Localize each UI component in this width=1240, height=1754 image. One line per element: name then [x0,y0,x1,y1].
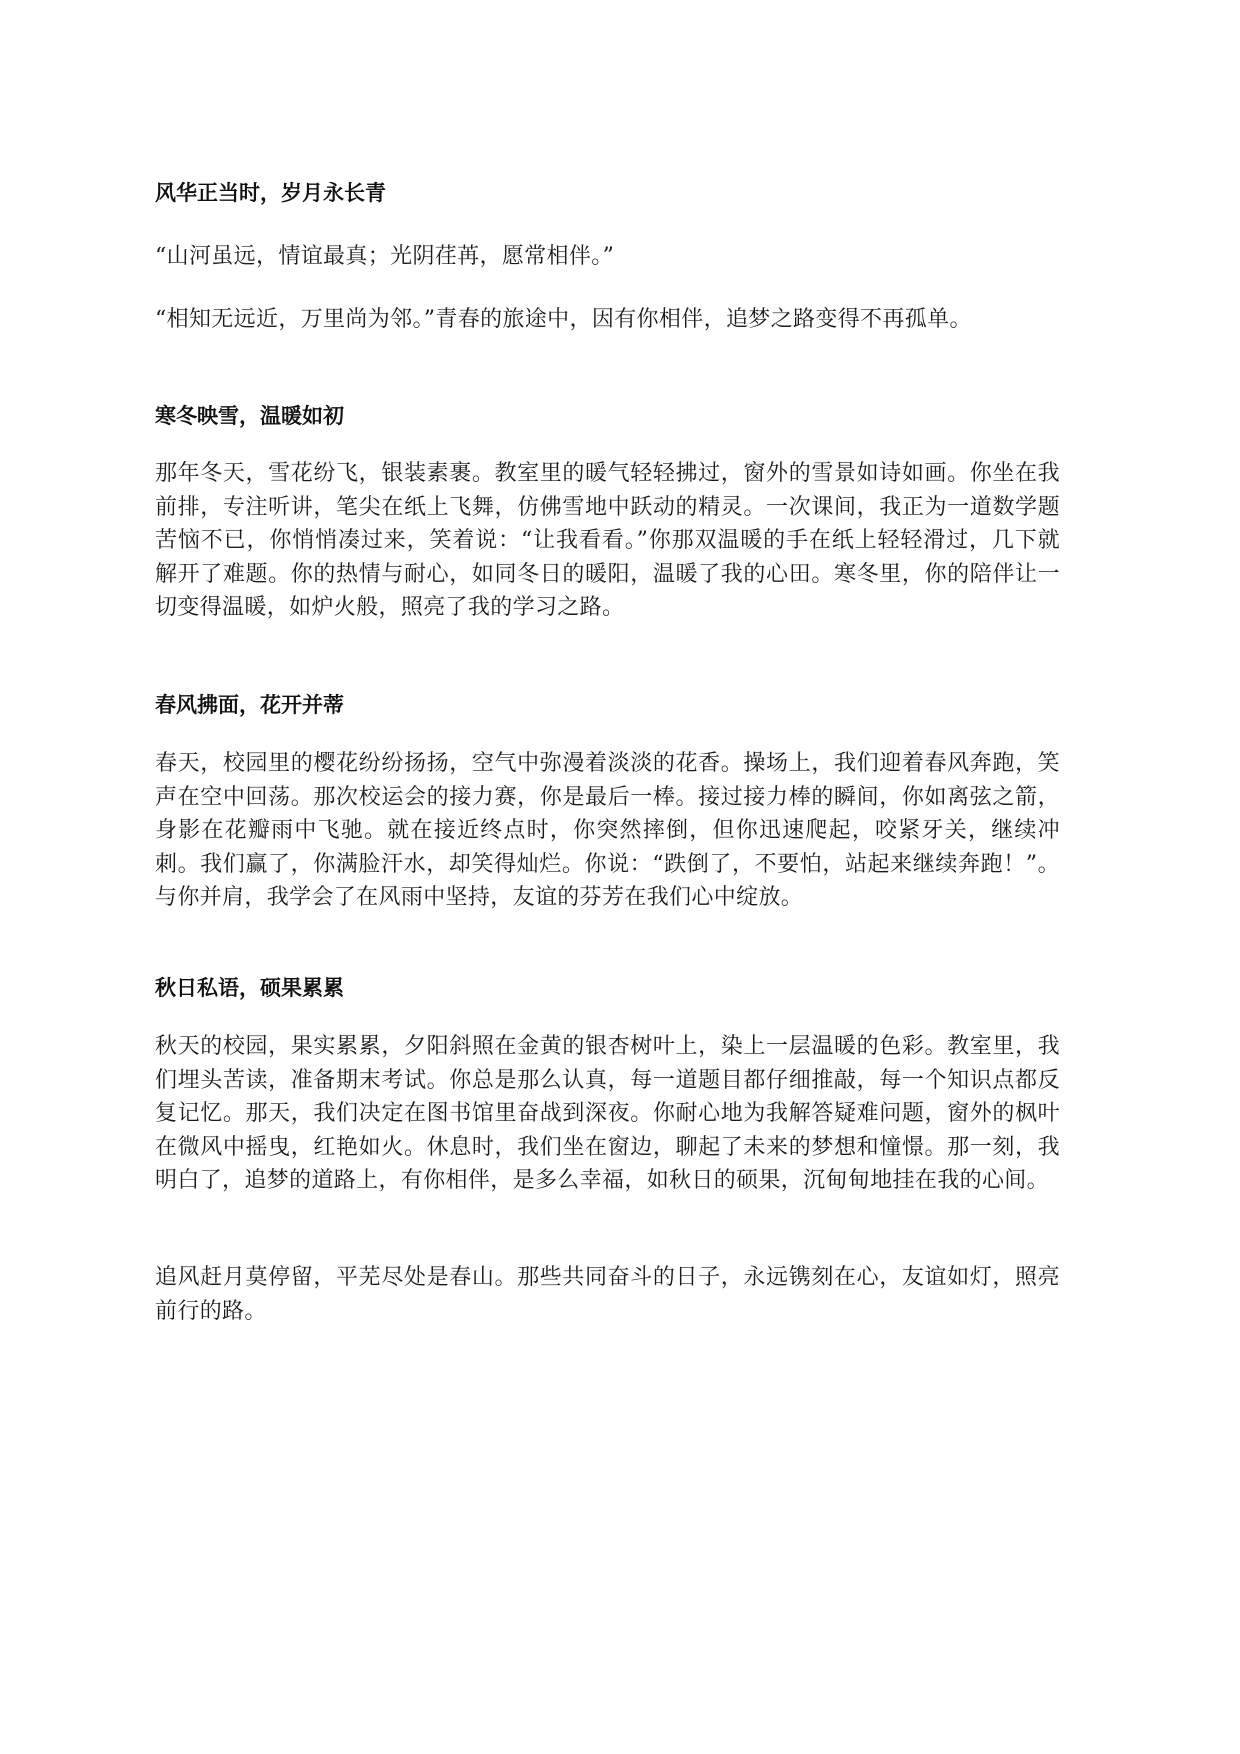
document-title: 风华正当时，岁月永长青 [155,181,386,205]
closing-paragraph: 追风赶月莫停留，平芜尽处是春山。那些共同奋斗的日子，永远镌刻在心，友谊如灯，照亮前行的路。 [155,1265,1060,1324]
section-heading-spring: 春风拂面，花开并蒂 [155,693,344,717]
section-heading-autumn: 秋日私语，硕果累累 [155,976,344,1000]
section-body-winter: 那年冬天，雪花纷飞，银装素裹。教室里的暖气轻轻拂过，窗外的雪景如诗如画。你坐在我前排，专注听讲，笔尖在纸上飞舞，仿佛雪地中跃动的精灵。一次课间，我正为一道数学题苦恼不已，你悄悄凑过来，笑着说：“让我看看。”你那双温暖的手在纸上轻轻滑过，几下就解开了难题。你的热情与耐心，如同冬日的暖阳，温暖了我的心田。寒冬里，你的陪伴让一切变得温暖，如炉火般，照亮了我的学习之路。 [155,461,1060,620]
section-body-autumn: 秋天的校园，果实累累，夕阳斜照在金黄的银杏树叶上，染上一层温暖的色彩。教室里，我们埋头苦读，准备期末考试。你总是那么认真，每一道题目都仔细推敲，每一个知识点都反复记忆。那天，我们决定在图书馆里奋战到深夜。你耐心地为我解答疑难问题，窗外的枫叶在微风中摇曳，红艳如火。休息时，我们坐在窗边，聊起了未来的梦想和憧憬。那一刻，我明白了，追梦的道路上，有你相伴，是多么幸福，如秋日的硕果，沉甸甸地挂在我的心间。 [155,1034,1060,1193]
section-body-spring: 春天，校园里的樱花纷纷扬扬，空气中弥漫着淡淡的花香。操场上，我们迎着春风奔跑，笑声在空中回荡。那次校运会的接力赛，你是最后一棒。接过接力棒的瞬间，你如离弦之箭，身影在花瓣雨中飞驰。就在接近终点时，你突然摔倒，但你迅速爬起，咬紧牙关，继续冲刺。我们赢了，你满脸汗水，却笑得灿烂。你说：“跌倒了，不要怕，站起来继续奔跑！”。与你并肩，我学会了在风雨中坚持，友谊的芬芳在我们心中绽放。 [155,751,1060,910]
section-heading-winter: 寒冬映雪，温暖如初 [155,404,344,428]
intro-quote: “山河虽远，情谊最真；光阴荏苒，愿常相伴。” [155,244,615,269]
intro-paragraph: “相知无远近，万里尚为邻。”青春的旅途中，因有你相伴，追梦之路变得不再孤单。 [155,307,972,332]
